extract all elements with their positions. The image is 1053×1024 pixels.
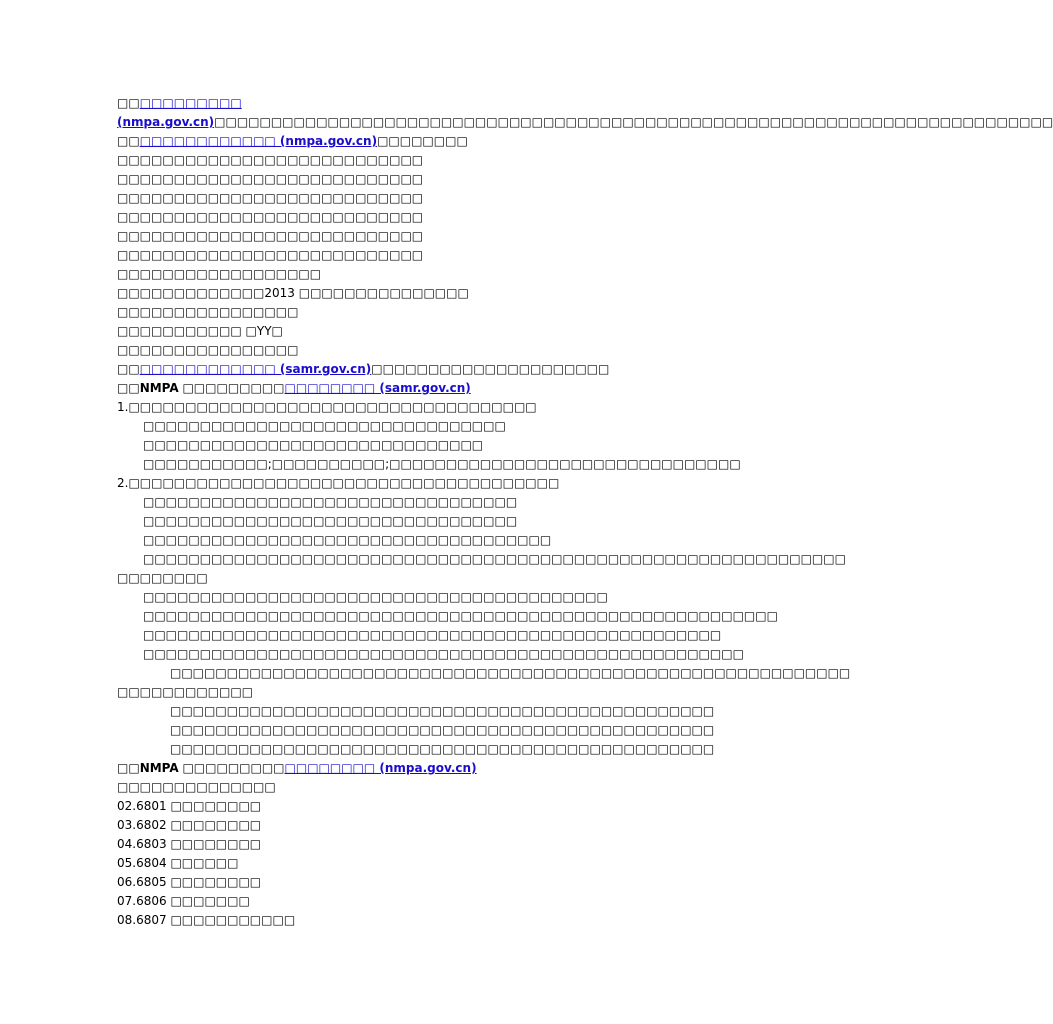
section-2-long-item: □□□□□□□□□□□□□□□□□□□□□□□□□□□□□□□□□□□□□□□□□□□□□□□□□□□□□□□□□□□□□□ — [143, 552, 846, 566]
section-2-item: □□□□□□□□□□□□□□□□□□□□□□□□□□□□□□□□□□□□ — [143, 533, 552, 547]
section-1-item: □□□□□□□□□□□□□□□□□□□□□□□□□□□□□□ — [143, 438, 484, 452]
catalog-entry: 07.6806 □□□□□□□ — [117, 894, 250, 908]
nmpa-link[interactable]: □□□□□□□□□□□□ (nmpa.gov.cn) — [139, 134, 378, 148]
text-line: □□□□□□□□□□□□□□□□□□□□□□□□□□□ — [117, 153, 424, 167]
paragraph-text: □□□□□□□□□□□□□□□□□□□□□ — [371, 362, 610, 376]
paragraph-nmpa-second — [117, 132, 468, 151]
paragraph-prefix: □□ — [117, 96, 140, 110]
catalog-intro: □□□□□□□□□□□□□□ — [117, 780, 276, 794]
section-2-item: □□□□□□□□□□□□□□□□□□□□□□□□□□□□□□□□□□□□□□□□□ — [143, 590, 608, 604]
catalog-entry: 02.6801 □□□□□□□□ — [117, 799, 262, 813]
catalog-entry: 04.6803 □□□□□□□□ — [117, 837, 262, 851]
text-line: □□□□□□□□□□□□□□□□ — [117, 343, 299, 357]
nmpa-link[interactable]: □□□□□□□□ (nmpa.gov.cn) — [284, 761, 477, 775]
heading-text: □□□□□□□□□ — [178, 381, 285, 395]
paragraph-text: □□□□□□□□ — [377, 134, 468, 148]
text-line: □□□□□□□□□□□ □YY□ — [117, 324, 283, 338]
nmpa-link[interactable]: □□□□□□□□□ (nmpa.gov.cn) — [117, 96, 242, 129]
catalog-entry: 06.6805 □□□□□□□□ — [117, 875, 262, 889]
heading-prefix: □□ — [117, 381, 140, 395]
text-line: □□□□□□□□□□□□□□□□□□□□□□□□□□□ — [117, 172, 424, 186]
section-2-item: □□□□□□□□□□□□□□□□□□□□□□□□□□□□□□□□□□□□□□□□□□□□□□□□□□□□□□□□ — [143, 609, 778, 623]
text-line: □□□□□□□□□□□□□□□□□□ — [117, 267, 322, 281]
section-2-deep-item: □□□□□□□□□□□□□□□□□□□□□□□□□□□□□□□□□□□□□□□□□□□□□□□□ — [170, 723, 715, 737]
paragraph-nmpa-intro — [117, 94, 1053, 132]
section-2-item: □□□□□□□□□□□□□□□□□□□□□□□□□□□□□□□□□ — [143, 514, 518, 528]
section-2-deep-long: □□□□□□□□□□□□□□□□□□□□□□□□□□□□□□□□□□□□□□□□□□□□□□□□□□□□□□□□□□□□ — [170, 666, 851, 680]
section-2-item: □□□□□□□□□□□□□□□□□□□□□□□□□□□□□□□□□□□□□□□□□□□□□□□□□□□□□ — [143, 647, 744, 661]
catalog-entry: 08.6807 □□□□□□□□□□□ — [117, 913, 296, 927]
paragraph-prefix: □□ — [117, 134, 140, 148]
samr-link[interactable]: □□□□□□□□□□□□ (samr.gov.cn) — [139, 362, 372, 376]
heading-prefix: □□ — [117, 761, 140, 775]
text-line: □□□□□□□□□□□□□□□□ — [117, 305, 299, 319]
section-2-deep-item: □□□□□□□□□□□□□□□□□□□□□□□□□□□□□□□□□□□□□□□□□□□□□□□□ — [170, 742, 715, 756]
text-line: □□□□□□□□□□□□□□□□□□□□□□□□□□□ — [117, 191, 424, 205]
section-1-item: □□□□□□□□□□□□□□□□□□□□□□□□□□□□□□□□ — [143, 419, 506, 433]
heading-nmpa: NMPA — [139, 381, 179, 395]
text-line: □□□□□□□□□□□□□□□□□□□□□□□□□□□ — [117, 229, 424, 243]
catalog-entry: 05.6804 □□□□□□ — [117, 856, 239, 870]
heading-nmpa-samr — [117, 379, 471, 398]
section-2-long-item-cont: □□□□□□□□ — [117, 571, 208, 585]
catalog-entry: 03.6802 □□□□□□□□ — [117, 818, 262, 832]
section-2-title: 2.□□□□□□□□□□□□□□□□□□□□□□□□□□□□□□□□□□□□□□ — [117, 476, 560, 490]
paragraph-samr — [117, 360, 609, 379]
paragraph-prefix: □□ — [117, 362, 140, 376]
section-2-deep-long-cont: □□□□□□□□□□□□ — [117, 685, 254, 699]
paragraph-text-continued: □□□□□□□□□□□□□□□□□□□□□□□□□□□□ — [735, 115, 1053, 129]
section-2-deep-item: □□□□□□□□□□□□□□□□□□□□□□□□□□□□□□□□□□□□□□□□□□□□□□□□ — [170, 704, 715, 718]
text-line: □□□□□□□□□□□□□□□□□□□□□□□□□□□ — [117, 210, 424, 224]
heading-text: □□□□□□□□□ — [178, 761, 285, 775]
heading-nmpa-catalog — [117, 759, 477, 778]
heading-nmpa: NMPA — [139, 761, 179, 775]
section-1-title: 1.□□□□□□□□□□□□□□□□□□□□□□□□□□□□□□□□□□□□ — [117, 400, 537, 414]
text-line: □□□□□□□□□□□□□□□□□□□□□□□□□□□ — [117, 248, 424, 262]
paragraph-text: □□□□□□□□□□□□□□□□□□□□□□□□□□□□□□□□□□□□□□□□□□□□□□ — [214, 115, 736, 129]
section-1-item: □□□□□□□□□□□;□□□□□□□□□□;□□□□□□□□□□□□□□□□□□□□□□□□□□□□□□□ — [143, 457, 741, 471]
text-line: □□□□□□□□□□□□□2013 □□□□□□□□□□□□□□□ — [117, 286, 469, 300]
section-2-item: □□□□□□□□□□□□□□□□□□□□□□□□□□□□□□□□□□□□□□□□□□□□□□□□□□□ — [143, 628, 722, 642]
samr-link[interactable]: □□□□□□□□ (samr.gov.cn) — [284, 381, 471, 395]
section-2-item: □□□□□□□□□□□□□□□□□□□□□□□□□□□□□□□□□ — [143, 495, 518, 509]
